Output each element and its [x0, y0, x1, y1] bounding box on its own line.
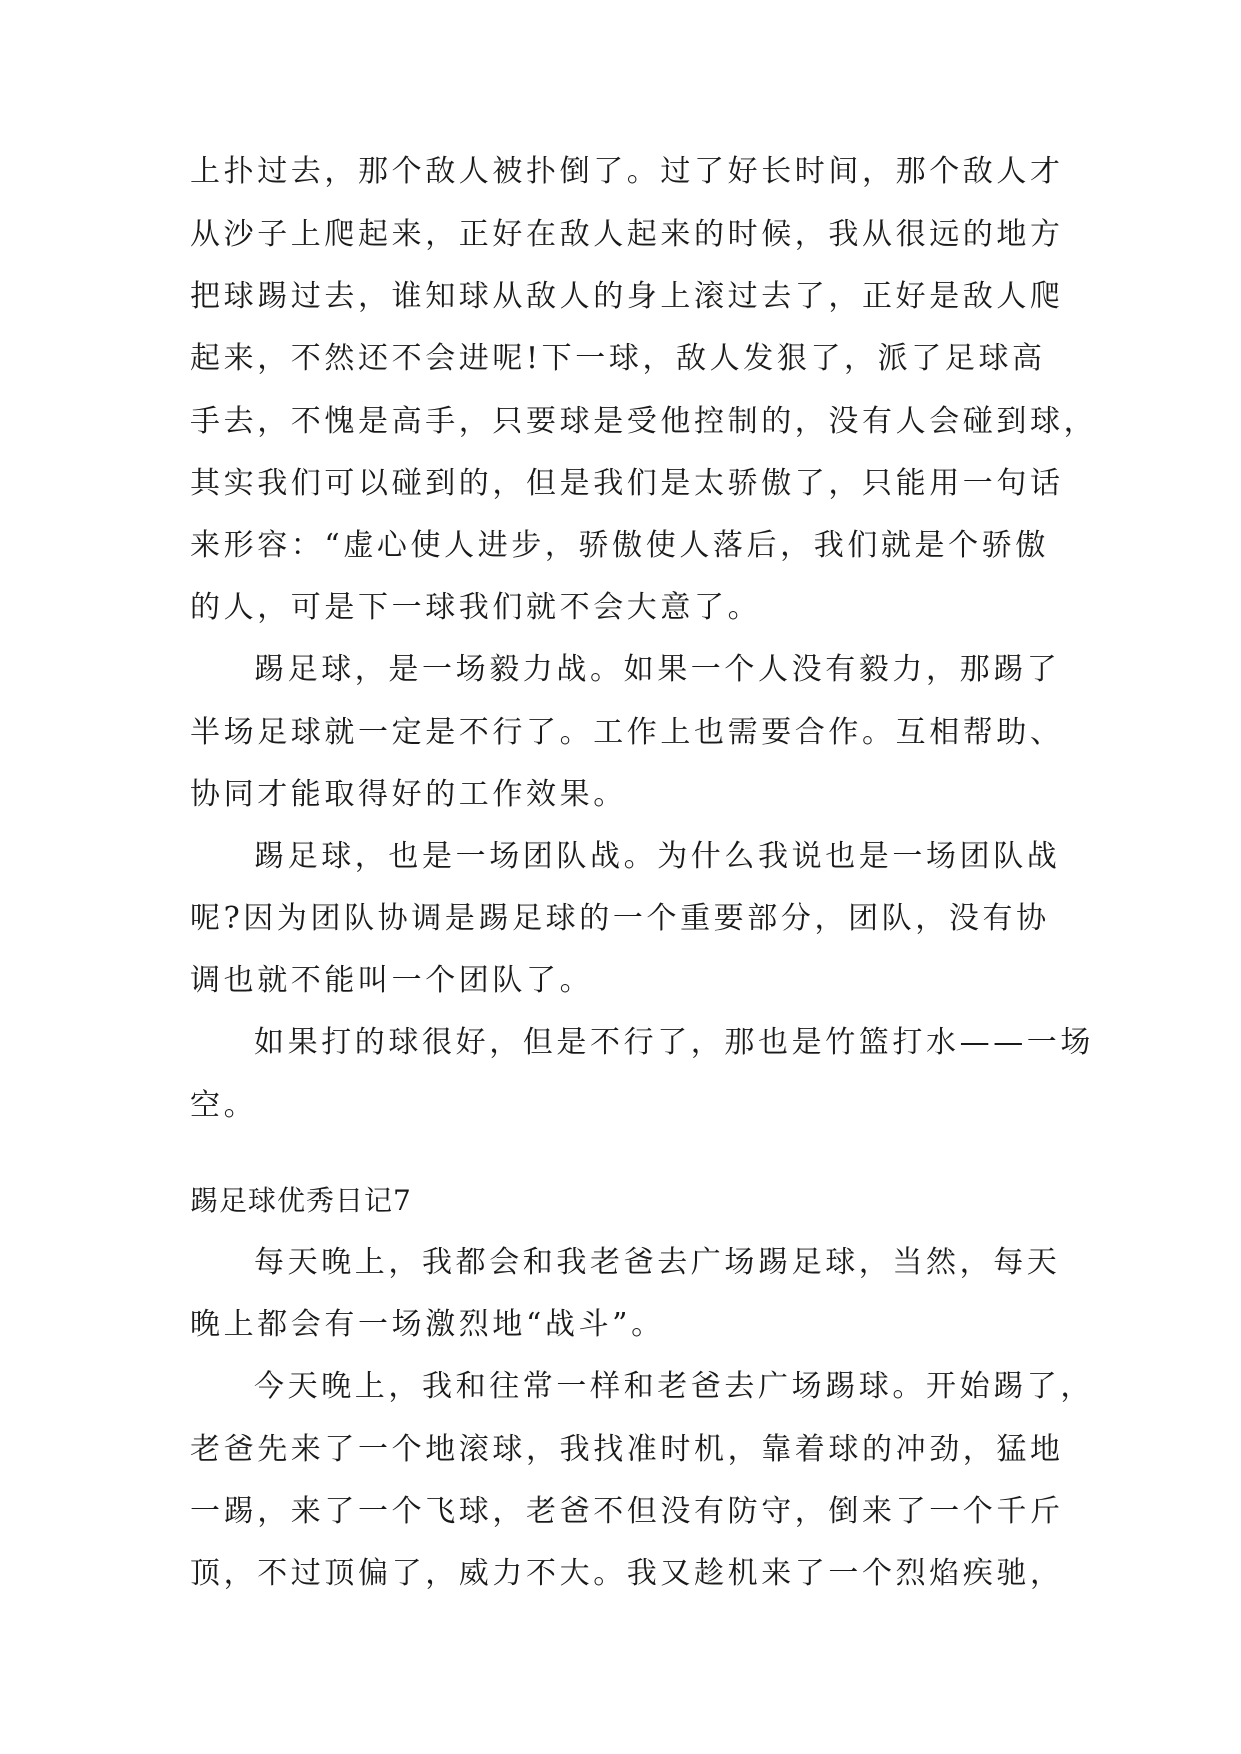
text-line: 今天晚上，我和往常一样和老爸去广场踢球。开始踢了， — [254, 1369, 1094, 1404]
section-heading: 踢足球优秀日记7 — [190, 1184, 412, 1217]
text-line: 的人，可是下一球我们就不会大意了。 — [190, 590, 762, 625]
text-line: 起来，不然还不会进呢!下一球，敌人发狠了，派了足球高 — [190, 341, 1046, 376]
text-line: 其实我们可以碰到的，但是我们是太骄傲了，只能用一句话 — [190, 466, 1064, 501]
text-line: 协同才能取得好的工作效果。 — [190, 777, 627, 812]
text-line: 晚上都会有一场激烈地“战斗”。 — [190, 1307, 665, 1342]
text-line: 把球踢过去，谁知球从敌人的身上滚过去了，正好是敌人爬 — [190, 279, 1064, 314]
text-line: 一踢，来了一个飞球，老爸不但没有防守，倒来了一个千斤 — [190, 1494, 1064, 1529]
text-line: 从沙子上爬起来，正好在敌人起来的时候，我从很远的地方 — [190, 217, 1064, 252]
text-line: 老爸先来了一个地滚球，我找准时机，靠着球的冲劲，猛地 — [190, 1432, 1064, 1467]
text-line: 调也就不能叫一个团队了。 — [190, 963, 594, 998]
text-line: 来形容：“虚心使人进步，骄傲使人落后，我们就是个骄傲 — [190, 528, 1049, 563]
text-line: 顶，不过顶偏了，威力不大。我又趁机来了一个烈焰疾驰， — [190, 1556, 1064, 1591]
text-line: 踢足球，是一场毅力战。如果一个人没有毅力，那踢了 — [254, 652, 1061, 687]
text-line: 手去，不愧是高手，只要球是受他控制的，没有人会碰到球， — [190, 404, 1098, 439]
text-line: 空。 — [190, 1088, 258, 1123]
text-line: 上扑过去，那个敌人被扑倒了。过了好长时间，那个敌人才 — [190, 154, 1064, 189]
text-line: 每天晚上，我都会和我老爸去广场踢足球，当然，每天 — [254, 1245, 1061, 1280]
text-line: 呢?因为团队协调是踢足球的一个重要部分，团队，没有协 — [190, 901, 1050, 936]
text-line: 踢足球，也是一场团队战。为什么我说也是一场团队战 — [254, 839, 1061, 874]
text-line: 半场足球就一定是不行了。工作上也需要合作。互相帮助、 — [190, 715, 1064, 750]
text-line: 如果打的球很好，但是不行了，那也是竹篮打水——一场 — [254, 1025, 1094, 1060]
